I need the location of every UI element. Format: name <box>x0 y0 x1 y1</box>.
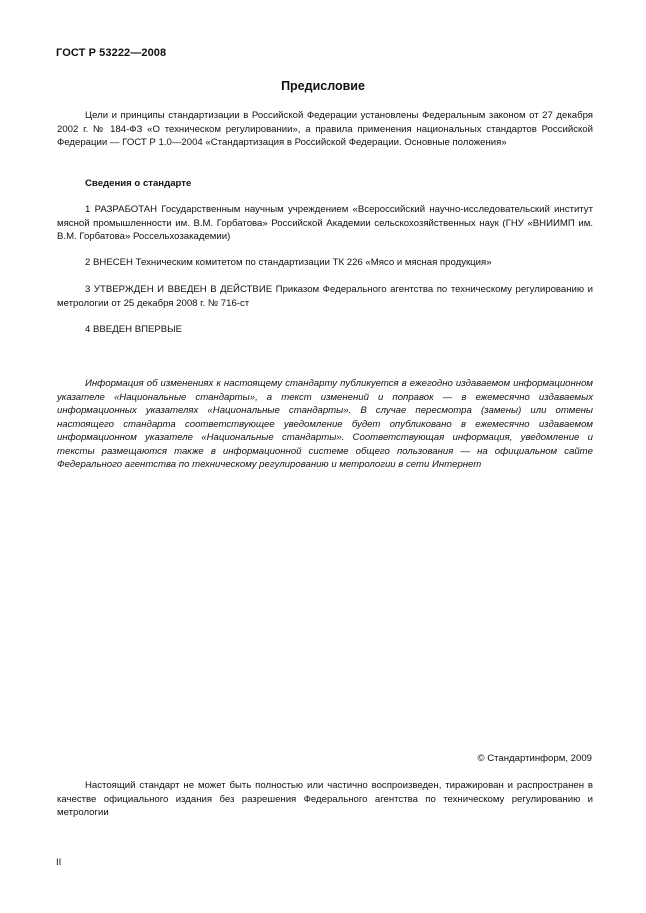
copyright: © Стандартинформ, 2009 <box>477 753 592 764</box>
changes-notice <box>57 377 593 472</box>
standard-id: ГОСТ Р 53222—2008 <box>56 47 167 59</box>
item-2-text: 2 ВНЕСЕН Техническим комитетом по стандартизации ТК 226 «Мясо и мясная продукция» <box>85 257 492 268</box>
item-1-text: 1 РАЗРАБОТАН Государственным научным учреждением «Всероссийский научно-исследовательский институт мясной промышленности им. В.М. Горбатова» Российской Академии сельскохозяйственных наук (ГНУ «ВНИИМП им. В.М. Горбатова» Россельхозакадемии) <box>57 204 593 242</box>
item-4-text: 4 ВВЕДЕН ВПЕРВЫЕ <box>85 324 183 335</box>
reproduction-notice <box>57 779 593 820</box>
item-3 <box>57 283 593 310</box>
changes-notice-text: Информация об изменениях к настоящему стандарту публикуется в ежегодно издаваемом информационном указателе «Национальные стандарты», а текст изменений и поправок — в ежемесячно издаваемых информационных указателях «Национальные стандарты». В случае пересмотра (замены) или отмены настоящего стандарта соответствующее уведомление будет опубликовано в ежемесячно издаваемом информационном указателе «Национальные стандарты». Соответствующая информация, уведомление и тексты размещаются также в информационной системе общего пользования — на официальном сайте Федерального агентства по техническому регулированию и метрологии в сети Интернет <box>57 378 593 470</box>
item-4 <box>57 323 593 337</box>
item-3-text: 3 УТВЕРЖДЕН И ВВЕДЕН В ДЕЙСТВИЕ Приказом Федерального агентства по техническому регулированию и метрологии от 25 декабря 2008 г. № 716-ст <box>57 284 593 309</box>
reproduction-notice-text: Настоящий стандарт не может быть полностью или частично воспроизведен, тиражирован и распространен в качестве официального издания без разрешения Федерального агентства по техническому регулированию и метрологии <box>57 780 593 818</box>
intro-paragraph <box>57 109 593 150</box>
intro-text: Цели и принципы стандартизации в Российской Федерации установлены Федеральным законом от 27 декабря 2002 г. № 184-ФЗ «О техническом регулировании», а правила применения национальных стандартов Российской Федерации — ГОСТ Р 1.0—2004 «Стандартизация в Российской Федерации. Основные положения» <box>57 110 593 148</box>
item-2 <box>57 256 593 270</box>
page-number: II <box>56 857 62 868</box>
info-heading-block <box>57 177 593 191</box>
page-title: Предисловие <box>281 79 365 93</box>
item-1 <box>57 203 593 244</box>
info-heading: Сведения о стандарте <box>85 178 192 189</box>
